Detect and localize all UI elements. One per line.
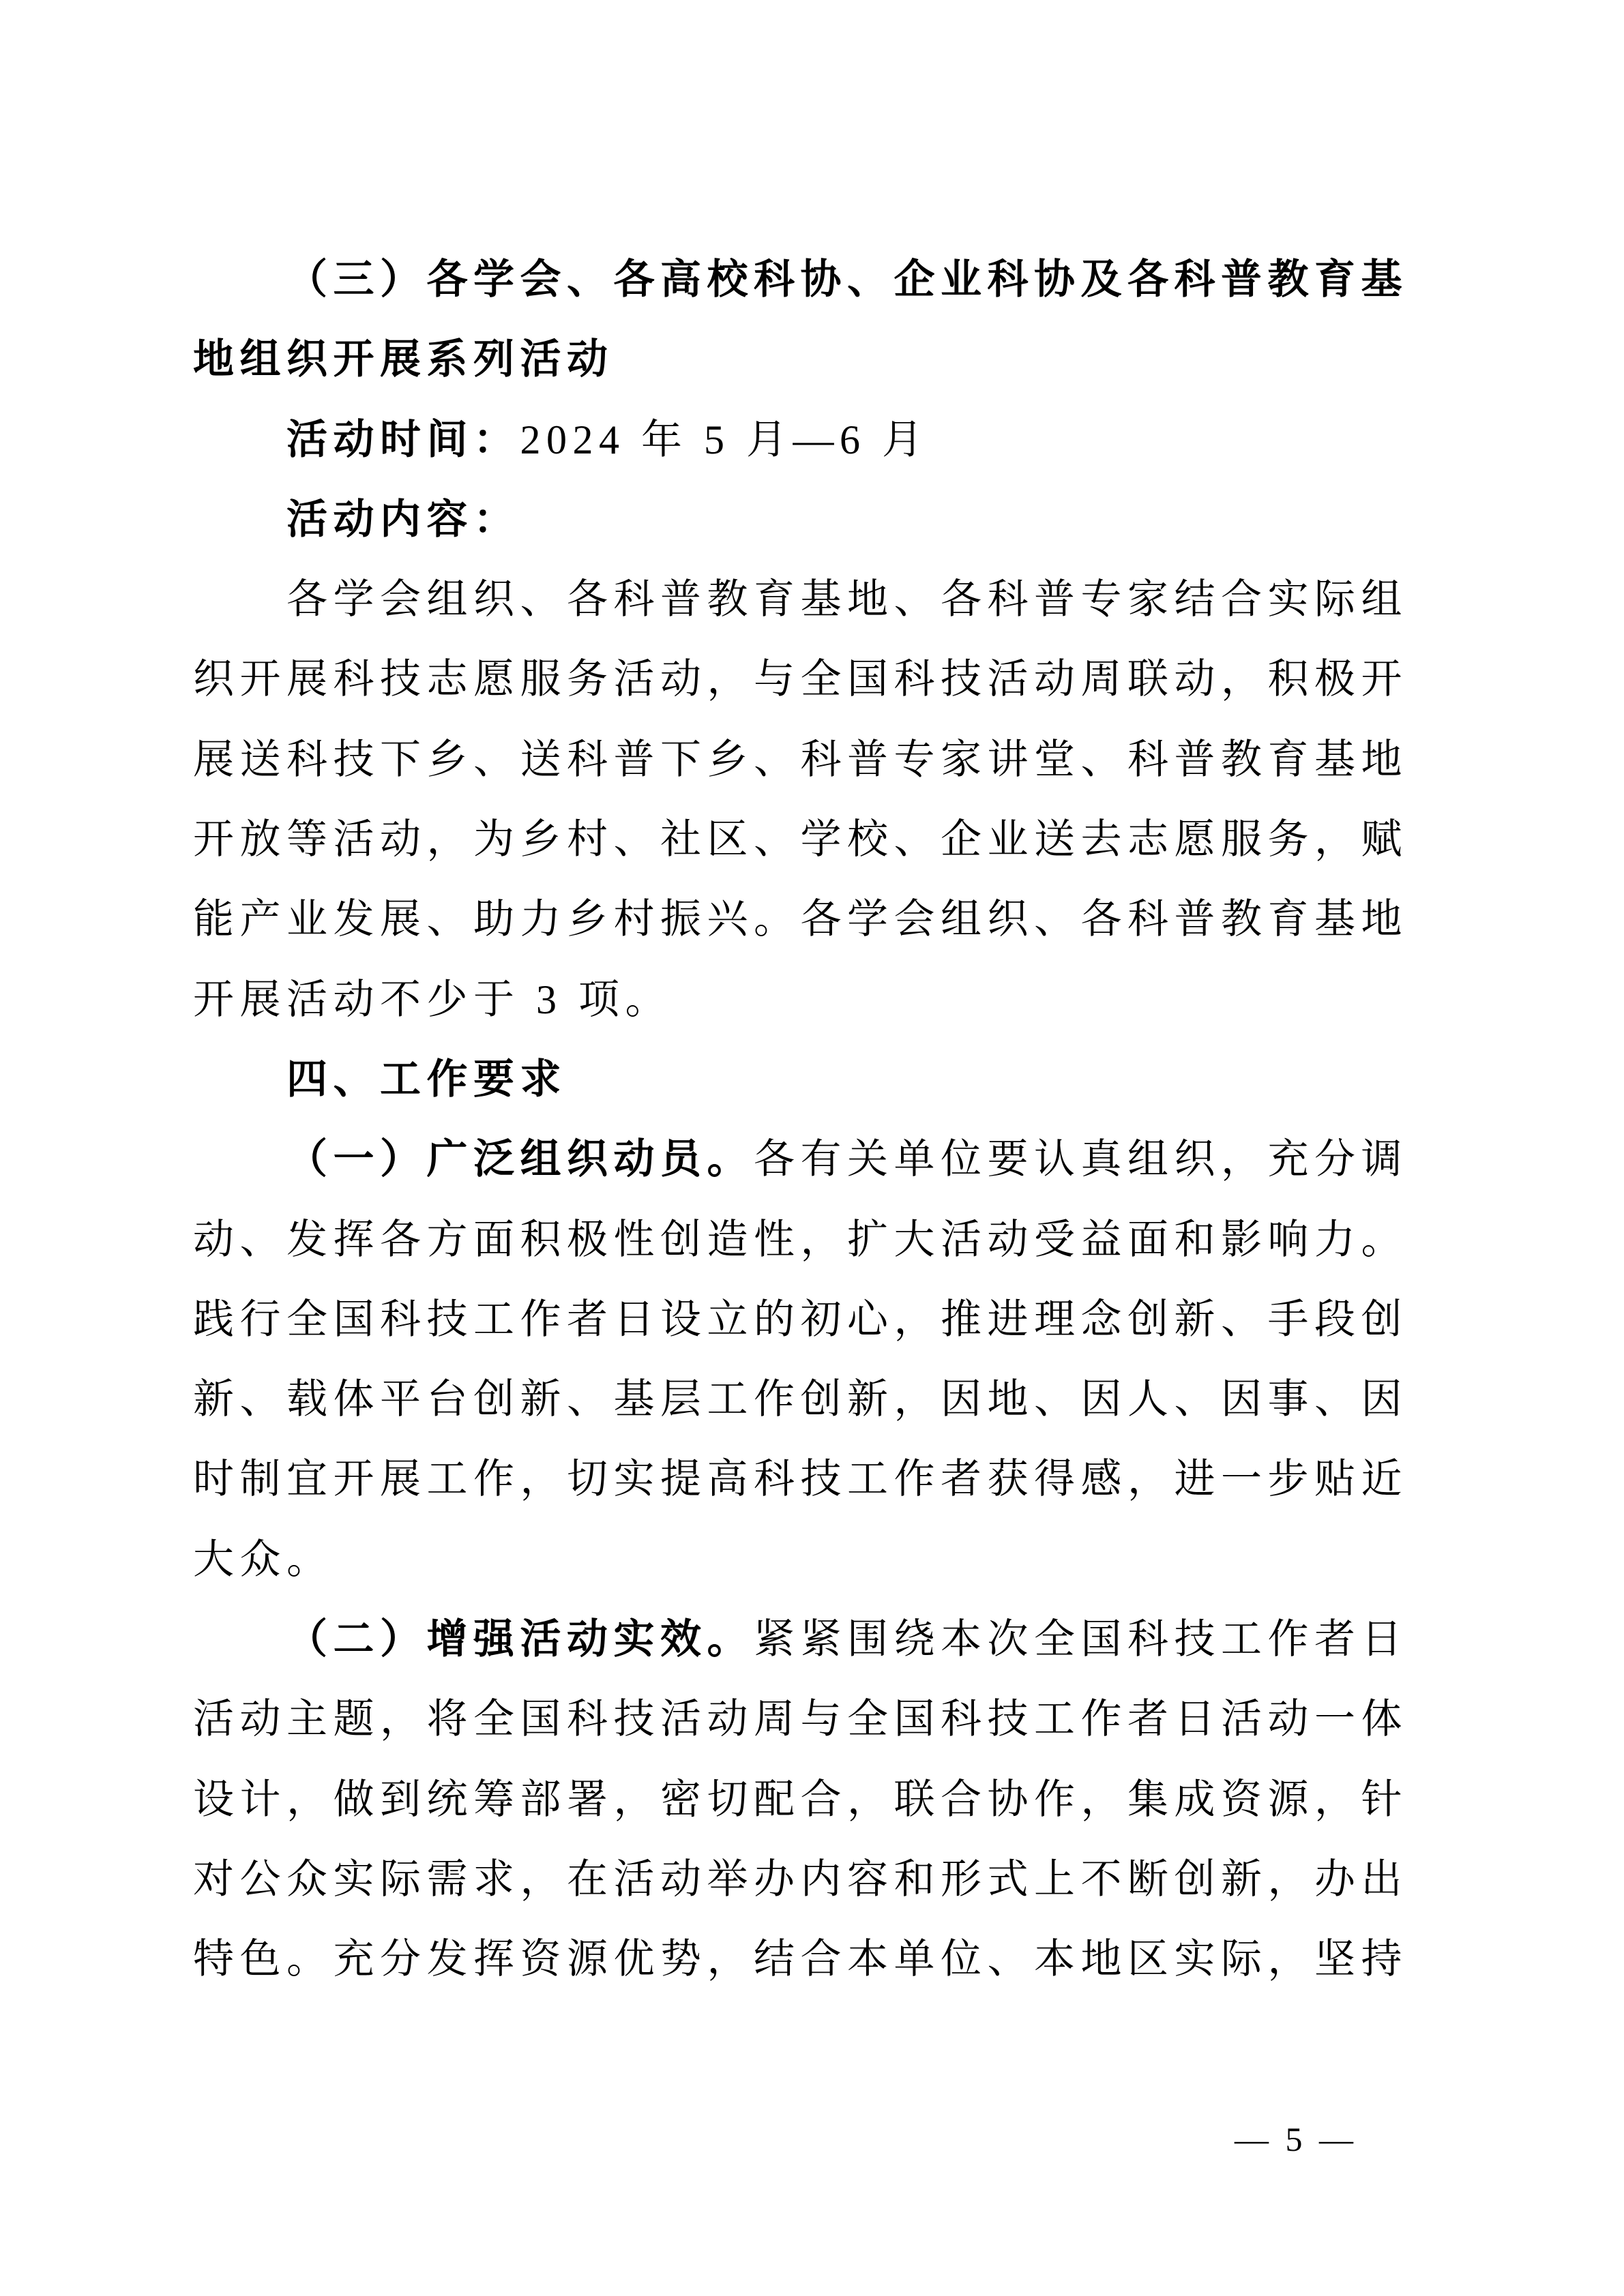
document-body: [193, 240, 1421, 2000]
text-line: [193, 1360, 1421, 1440]
text-line: [193, 1600, 1421, 1680]
body-text-segment: 特色。充分发挥资源优势，结合本单位、本地区实际，坚持: [193, 1937, 1408, 1982]
body-text-segment: 开放等活动，为乡村、社区、学校、企业送去志愿服务，赋: [193, 817, 1408, 863]
text-line: [193, 1520, 1421, 1600]
bold-text-segment: 四、工作要求: [286, 1056, 567, 1102]
bold-text-segment: 地组织开展系列活动: [193, 337, 614, 383]
body-text-segment: 时制宜开展工作，切实提高科技工作者获得感，进一步贴近: [193, 1457, 1408, 1502]
text-line: [193, 1920, 1421, 1999]
body-text-segment: 2024 年 5 月—6 月: [520, 417, 929, 462]
text-line: [193, 560, 1421, 640]
text-line: [193, 1760, 1421, 1840]
body-text-segment: 新、载体平台创新、基层工作创新，因地、因人、因事、因: [193, 1377, 1408, 1422]
body-text-segment: 各学会组织、各科普教育基地、各科普专家结合实际组: [286, 577, 1408, 623]
text-line: [193, 320, 1421, 400]
text-line: [193, 1840, 1421, 1920]
text-line: [193, 240, 1421, 320]
bold-text-segment: （一）广泛组织动员。: [286, 1137, 754, 1182]
body-text-segment: 设计，做到统筹部署，密切配合，联合协作，集成资源，针: [193, 1776, 1408, 1822]
bold-text-segment: （二）增强活动实效。: [286, 1617, 754, 1663]
text-line: [193, 640, 1421, 719]
text-line: [193, 1120, 1421, 1199]
text-line: [193, 880, 1421, 959]
text-line: [193, 1440, 1421, 1519]
bold-text-segment: 活动内容：: [286, 496, 520, 542]
page-number: — 5 —: [1235, 2120, 1357, 2158]
text-line: [193, 1040, 1421, 1120]
body-text-segment: 展送科技下乡、送科普下乡、科普专家讲堂、科普教育基地: [193, 736, 1408, 782]
text-line: [193, 800, 1421, 880]
body-text-segment: 织开展科技志愿服务活动，与全国科技活动周联动，积极开: [193, 657, 1408, 702]
body-text-segment: 对公众实际需求，在活动举办内容和形式上不断创新，办出: [193, 1856, 1408, 1902]
text-line: [193, 960, 1421, 1040]
text-line: [193, 1280, 1421, 1360]
body-text-segment: 践行全国科技工作者日设立的初心，推进理念创新、手段创: [193, 1296, 1408, 1342]
bold-text-segment: （三）各学会、各高校科协、企业科协及各科普教育基: [286, 257, 1408, 302]
body-text-segment: 活动主题，将全国科技活动周与全国科技工作者日活动一体: [193, 1697, 1408, 1742]
bold-text-segment: 活动时间：: [286, 417, 520, 462]
body-text-segment: 紧紧围绕本次全国科技工作者日: [754, 1617, 1408, 1663]
body-text-segment: 大众。: [193, 1536, 334, 1582]
text-line: [193, 480, 1421, 560]
body-text-segment: 开展活动不少于 3 项。: [193, 976, 672, 1022]
text-line: [193, 720, 1421, 800]
text-line: [193, 1680, 1421, 1759]
body-text-segment: 各有关单位要认真组织，充分调: [754, 1137, 1408, 1182]
body-text-segment: 能产业发展、助力乡村振兴。各学会组织、各科普教育基地: [193, 897, 1408, 942]
text-line: [193, 1200, 1421, 1280]
text-line: [193, 400, 1421, 480]
body-text-segment: 动、发挥各方面积极性创造性，扩大活动受益面和影响力。: [193, 1217, 1408, 1262]
page-footer: [1184, 2020, 1357, 2158]
